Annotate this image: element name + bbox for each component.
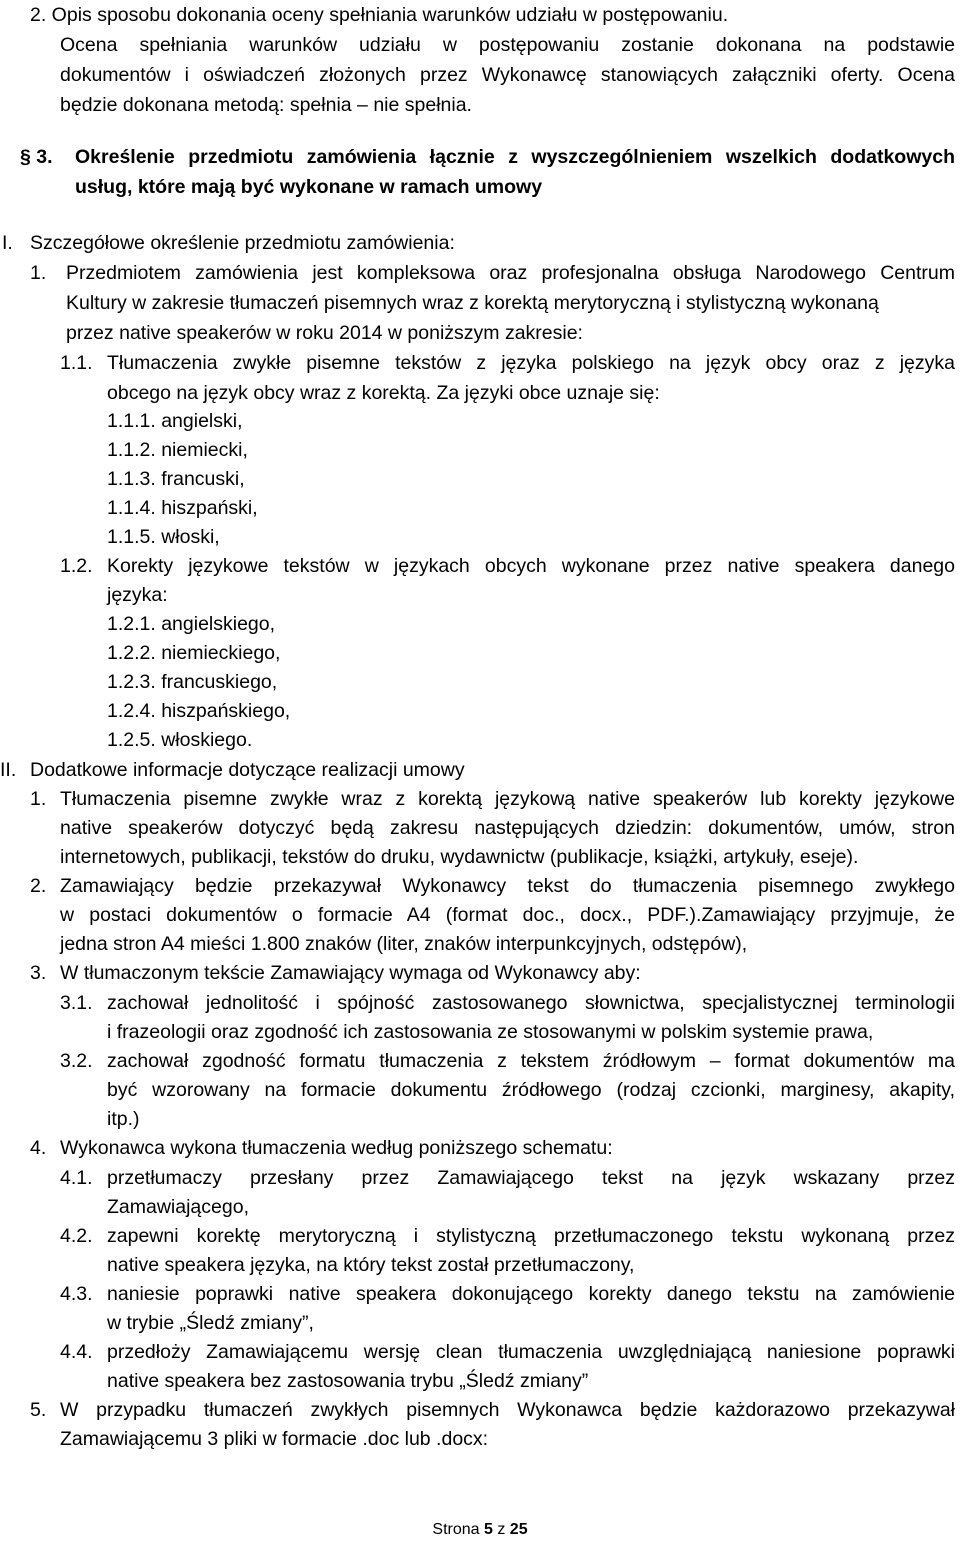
item-text: naniesie poprawki native speakera dokonującego korekty danego tekstu na zamówienie — [107, 1283, 955, 1305]
item-number: 3.1. — [60, 992, 93, 1014]
list-item: 1.1.4. hiszpański, — [107, 497, 258, 519]
item-text: Tłumaczenia pisemne zwykłe wraz z korektą językową native speakerów lub korekty językowe — [60, 788, 955, 810]
list-item: 1.2.3. francuskiego, — [107, 671, 278, 693]
item-text: itp.) — [107, 1108, 140, 1130]
part-title: Dodatkowe informacje dotyczące realizacji umowy — [30, 759, 465, 781]
item-number: 4.3. — [60, 1283, 93, 1305]
item-text: Kultury w zakresie tłumaczeń pisemnych wraz z korektą merytoryczną i stylistyczną wykonaną — [66, 292, 879, 314]
part-number: I. — [2, 232, 13, 254]
list-item: 1.1.1. angielski, — [107, 410, 243, 432]
footer-page-number: 5 — [483, 1521, 493, 1538]
item-number: 4.2. — [60, 1225, 93, 1247]
list-item: 1.2.5. włoskiego. — [107, 729, 253, 751]
footer-middle: z — [497, 1521, 506, 1538]
footer-total-pages: 25 — [509, 1521, 528, 1538]
section-2-line: będzie dokonana metodą: spełnia – nie spełnia. — [60, 94, 472, 116]
item-number: 1. — [30, 262, 47, 284]
item-text: Przedmiotem zamówienia jest kompleksowa oraz profesjonalna obsługa Narodowego Centrum — [66, 262, 955, 284]
item-text: jedna stron A4 mieści 1.800 znaków (liter, znaków interpunkcyjnych, odstępów), — [60, 933, 748, 955]
item-number: 2. — [30, 875, 47, 897]
footer-prefix: Strona — [432, 1521, 480, 1538]
item-number: 1.1. — [60, 352, 93, 374]
paragraph-title: usług, które mają być wykonane w ramach umowy — [75, 176, 543, 198]
list-item: 1.2.1. angielskiego, — [107, 613, 276, 635]
item-text: obcego na język obcy wraz z korektą. Za języki obce uznaje się: — [107, 382, 660, 404]
item-text: W przypadku tłumaczeń zwykłych pisemnych Wykonawca będzie każdorazowo przekazywał — [60, 1399, 955, 1421]
item-text: przez native speakerów w roku 2014 w poniższym zakresie: — [66, 322, 583, 344]
item-text: W tłumaczonym tekście Zamawiający wymaga od Wykonawcy aby: — [60, 962, 641, 984]
item-number: 4.1. — [60, 1167, 93, 1189]
item-text: przetłumaczy przesłany przez Zamawiającego tekst na język wskazany przez — [107, 1167, 955, 1189]
paragraph-title: Określenie przedmiotu zamówienia łącznie z wyszczególnieniem wszelkich dodatkowych — [75, 146, 955, 168]
item-number: 5. — [30, 1399, 47, 1421]
item-number: 3.2. — [60, 1050, 93, 1072]
page-footer — [0, 1520, 960, 1540]
item-text: w trybie „Śledź zmiany”, — [107, 1312, 314, 1334]
item-number: 1. — [30, 788, 47, 810]
item-text: zachował jednolitość i spójność zastosowanego słownictwa, specjalistycznej terminologii — [107, 992, 955, 1014]
section-2-line: dokumentów i oświadczeń złożonych przez Wykonawcę stanowiących załączniki oferty. Ocena — [60, 64, 955, 86]
list-item: 1.1.5. włoski, — [107, 526, 220, 548]
item-text: Korekty językowe tekstów w językach obcych wykonane przez native speakera danego — [107, 555, 955, 577]
item-number: 3. — [30, 962, 47, 984]
list-item: 1.1.3. francuski, — [107, 468, 245, 490]
item-text: języka: — [107, 584, 168, 606]
item-text: native speakera bez zastosowania trybu „Śledź zmiany” — [107, 1370, 589, 1392]
item-text: zapewni korektę merytoryczną i stylistyczną przetłumaczonego tekstu wykonaną przez — [107, 1225, 955, 1247]
list-item: 1.1.2. niemiecki, — [107, 439, 248, 461]
item-number: 4. — [30, 1137, 47, 1159]
item-text: być wzorowany na formacie dokumentu źródłowego (rodzaj czcionki, marginesy, akapity, — [107, 1079, 955, 1101]
item-number: 4.4. — [60, 1341, 93, 1363]
item-text: Zamawiającego, — [107, 1196, 249, 1218]
item-text: Tłumaczenia zwykłe pisemne tekstów z języka polskiego na język obcy oraz z języka — [107, 352, 955, 374]
item-text: Zamawiającemu 3 pliki w formacie .doc lub .docx: — [60, 1428, 489, 1450]
list-item: 1.2.2. niemieckiego, — [107, 642, 281, 664]
list-item: 1.2.4. hiszpańskiego, — [107, 700, 291, 722]
item-number: 1.2. — [60, 555, 93, 577]
item-text: native speakera języka, na który tekst został przetłumaczony, — [107, 1254, 635, 1276]
item-text: native speakerów dotyczyć będą zakresu następujących dziedzin: dokumentów, umów, stron — [60, 817, 955, 839]
item-text: Wykonawca wykona tłumaczenia według poniższego schematu: — [60, 1137, 613, 1159]
item-text: w postaci dokumentów o formacie A4 (format doc., docx., PDF.).Zamawiający przyjmuje, że — [60, 904, 955, 926]
section-2-line: Ocena spełniania warunków udziału w postępowaniu zostanie dokonana na podstawie — [60, 34, 955, 56]
item-text: przedłoży Zamawiającemu wersję clean tłumaczenia uwzględniającą naniesione poprawki — [107, 1341, 955, 1363]
section-2-heading: 2. Opis sposobu dokonania oceny spełniania warunków udziału w postępowaniu. — [30, 4, 729, 26]
part-number: II. — [0, 759, 17, 781]
item-text: i frazeologii oraz zgodność ich zastosowania ze stosowanymi w polskim systemie prawa, — [107, 1021, 874, 1043]
paragraph-number: § 3. — [20, 146, 53, 168]
item-text: Zamawiający będzie przekazywał Wykonawcy tekst do tłumaczenia pisemnego zwykłego — [60, 875, 955, 897]
item-text: zachował zgodność formatu tłumaczenia z tekstem źródłowym – format dokumentów ma — [107, 1050, 955, 1072]
item-text: internetowych, publikacji, tekstów do druku, wydawnictw (publikacje, książki, artykuły, eseje). — [60, 846, 859, 868]
part-title: Szczegółowe określenie przedmiotu zamówienia: — [30, 232, 455, 254]
